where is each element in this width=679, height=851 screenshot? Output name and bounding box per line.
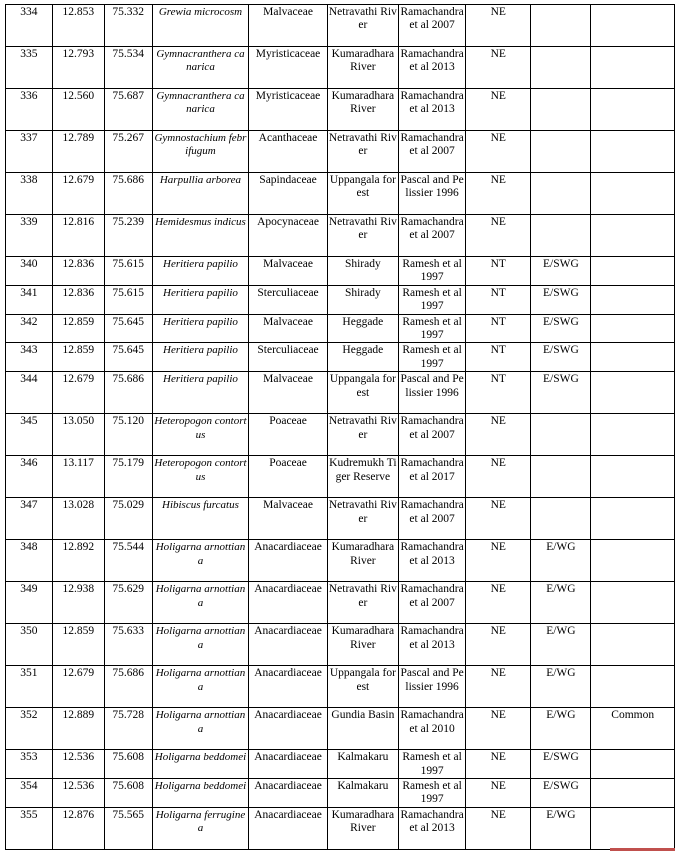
table-row bbox=[6, 215, 675, 257]
longitude-cell: 75.629 bbox=[104, 582, 152, 624]
table-row bbox=[6, 456, 675, 498]
latitude-cell: 13.028 bbox=[52, 498, 104, 540]
longitude-cell: 75.029 bbox=[104, 498, 152, 540]
table-row bbox=[6, 779, 675, 808]
endemism-cell bbox=[531, 414, 591, 456]
endemism-cell bbox=[531, 47, 591, 89]
species-name-cell: Heritiera papilio bbox=[152, 285, 249, 314]
table-row bbox=[6, 89, 675, 131]
latitude-cell: 12.793 bbox=[52, 47, 104, 89]
row-number: 355 bbox=[6, 807, 53, 849]
latitude-cell: 13.050 bbox=[52, 414, 104, 456]
source-cell: Ramesh et al 1997 bbox=[399, 750, 466, 779]
status-cell: NE bbox=[466, 624, 531, 666]
remark-cell bbox=[591, 807, 675, 849]
species-name-cell: Holigarna arnottiana bbox=[152, 666, 249, 708]
endemism-cell: E/WG bbox=[531, 666, 591, 708]
family-cell: Myristicaceae bbox=[249, 89, 327, 131]
endemism-cell bbox=[531, 131, 591, 173]
remark-cell bbox=[591, 314, 675, 343]
latitude-cell: 12.859 bbox=[52, 314, 104, 343]
status-cell: NE bbox=[466, 5, 531, 47]
location-cell: Kalmakaru bbox=[327, 750, 398, 779]
longitude-cell: 75.645 bbox=[104, 343, 152, 372]
species-name-cell: Holigarna arnottiana bbox=[152, 582, 249, 624]
location-cell: Netravathi River bbox=[327, 582, 398, 624]
status-cell: NE bbox=[466, 131, 531, 173]
row-number: 339 bbox=[6, 215, 53, 257]
table-row bbox=[6, 498, 675, 540]
source-cell: Ramesh et al 1997 bbox=[399, 257, 466, 286]
latitude-cell: 12.859 bbox=[52, 624, 104, 666]
source-cell: Ramachandra et al 2007 bbox=[399, 215, 466, 257]
species-name-cell: Holigarna beddomei bbox=[152, 779, 249, 808]
source-cell: Ramachandra et al 2007 bbox=[399, 414, 466, 456]
status-cell: NE bbox=[466, 47, 531, 89]
remark-cell bbox=[591, 624, 675, 666]
table-row bbox=[6, 666, 675, 708]
location-cell: Netravathi River bbox=[327, 498, 398, 540]
longitude-cell: 75.615 bbox=[104, 257, 152, 286]
location-cell: Heggade bbox=[327, 343, 398, 372]
table-row bbox=[6, 314, 675, 343]
status-cell: NT bbox=[466, 372, 531, 414]
source-cell: Ramachandra et al 2010 bbox=[399, 708, 466, 750]
longitude-cell: 75.332 bbox=[104, 5, 152, 47]
status-cell: NE bbox=[466, 540, 531, 582]
species-name-cell: Heritiera papilio bbox=[152, 257, 249, 286]
remark-cell bbox=[591, 131, 675, 173]
endemism-cell: E/SWG bbox=[531, 343, 591, 372]
remark-cell bbox=[591, 173, 675, 215]
endemism-cell: E/SWG bbox=[531, 285, 591, 314]
family-cell: Sterculiaceae bbox=[249, 285, 327, 314]
location-cell: Kumaradhara River bbox=[327, 807, 398, 849]
status-cell: NE bbox=[466, 456, 531, 498]
remark-cell: Common bbox=[591, 708, 675, 750]
location-cell: Kumaradhara River bbox=[327, 624, 398, 666]
status-cell: NE bbox=[466, 582, 531, 624]
remark-cell bbox=[591, 540, 675, 582]
species-name-cell: Heteropogon contortus bbox=[152, 414, 249, 456]
family-cell: Poaceae bbox=[249, 414, 327, 456]
latitude-cell: 12.560 bbox=[52, 89, 104, 131]
remark-cell bbox=[591, 257, 675, 286]
remark-cell bbox=[591, 582, 675, 624]
family-cell: Myristicaceae bbox=[249, 47, 327, 89]
row-number: 350 bbox=[6, 624, 53, 666]
status-cell: NE bbox=[466, 779, 531, 808]
longitude-cell: 75.608 bbox=[104, 750, 152, 779]
table-row bbox=[6, 5, 675, 47]
table-row bbox=[6, 624, 675, 666]
longitude-cell: 75.608 bbox=[104, 779, 152, 808]
status-cell: NT bbox=[466, 343, 531, 372]
species-name-cell: Holigarna ferruginea bbox=[152, 807, 249, 849]
longitude-cell: 75.645 bbox=[104, 314, 152, 343]
species-table bbox=[5, 4, 675, 850]
row-number: 338 bbox=[6, 173, 53, 215]
latitude-cell: 12.536 bbox=[52, 779, 104, 808]
table-body bbox=[6, 5, 675, 850]
endemism-cell: E/WG bbox=[531, 582, 591, 624]
species-name-cell: Gymnacranthera canarica bbox=[152, 89, 249, 131]
remark-cell bbox=[591, 215, 675, 257]
source-cell: Ramesh et al 1997 bbox=[399, 314, 466, 343]
source-cell: Pascal and Pelissier 1996 bbox=[399, 372, 466, 414]
table-row bbox=[6, 372, 675, 414]
row-number: 345 bbox=[6, 414, 53, 456]
family-cell: Anacardiaceae bbox=[249, 582, 327, 624]
source-cell: Ramachandra et al 2013 bbox=[399, 47, 466, 89]
endemism-cell bbox=[531, 498, 591, 540]
endemism-cell bbox=[531, 89, 591, 131]
latitude-cell: 13.117 bbox=[52, 456, 104, 498]
family-cell: Malvaceae bbox=[249, 314, 327, 343]
species-name-cell: Heritiera papilio bbox=[152, 314, 249, 343]
species-name-cell: Heritiera papilio bbox=[152, 343, 249, 372]
location-cell: Heggade bbox=[327, 314, 398, 343]
species-name-cell: Gymnacranthera canarica bbox=[152, 47, 249, 89]
source-cell: Ramachandra et al 2013 bbox=[399, 807, 466, 849]
latitude-cell: 12.836 bbox=[52, 257, 104, 286]
status-cell: NE bbox=[466, 173, 531, 215]
latitude-cell: 12.889 bbox=[52, 708, 104, 750]
family-cell: Anacardiaceae bbox=[249, 624, 327, 666]
row-number: 353 bbox=[6, 750, 53, 779]
family-cell: Anacardiaceae bbox=[249, 807, 327, 849]
source-cell: Ramachandra et al 2007 bbox=[399, 5, 466, 47]
family-cell: Anacardiaceae bbox=[249, 708, 327, 750]
longitude-cell: 75.687 bbox=[104, 89, 152, 131]
species-name-cell: Holigarna beddomei bbox=[152, 750, 249, 779]
remark-cell bbox=[591, 285, 675, 314]
latitude-cell: 12.789 bbox=[52, 131, 104, 173]
row-number: 351 bbox=[6, 666, 53, 708]
table-row bbox=[6, 708, 675, 750]
longitude-cell: 75.534 bbox=[104, 47, 152, 89]
remark-cell bbox=[591, 414, 675, 456]
location-cell: Shirady bbox=[327, 257, 398, 286]
source-cell: Ramesh et al 1997 bbox=[399, 285, 466, 314]
latitude-cell: 12.816 bbox=[52, 215, 104, 257]
location-cell: Kumaradhara River bbox=[327, 47, 398, 89]
family-cell: Anacardiaceae bbox=[249, 750, 327, 779]
species-name-cell: Heteropogon contortus bbox=[152, 456, 249, 498]
family-cell: Sterculiaceae bbox=[249, 343, 327, 372]
location-cell: Netravathi River bbox=[327, 215, 398, 257]
latitude-cell: 12.938 bbox=[52, 582, 104, 624]
endemism-cell: E/WG bbox=[531, 807, 591, 849]
family-cell: Apocynaceae bbox=[249, 215, 327, 257]
source-cell: Ramesh et al 1997 bbox=[399, 343, 466, 372]
status-cell: NT bbox=[466, 314, 531, 343]
row-number: 334 bbox=[6, 5, 53, 47]
location-cell: Gundia Basin bbox=[327, 708, 398, 750]
species-name-cell: Heritiera papilio bbox=[152, 372, 249, 414]
row-number: 354 bbox=[6, 779, 53, 808]
status-cell: NE bbox=[466, 215, 531, 257]
family-cell: Anacardiaceae bbox=[249, 540, 327, 582]
remark-cell bbox=[591, 5, 675, 47]
remark-cell bbox=[591, 750, 675, 779]
table-row bbox=[6, 750, 675, 779]
page-rule bbox=[33, 849, 593, 850]
longitude-cell: 75.615 bbox=[104, 285, 152, 314]
location-cell: Uppangala forest bbox=[327, 666, 398, 708]
status-cell: NT bbox=[466, 257, 531, 286]
source-cell: Ramachandra et al 2013 bbox=[399, 89, 466, 131]
location-cell: Kumaradhara River bbox=[327, 540, 398, 582]
table-row bbox=[6, 414, 675, 456]
source-cell: Ramachandra et al 2017 bbox=[399, 456, 466, 498]
table-row bbox=[6, 582, 675, 624]
remark-cell bbox=[591, 47, 675, 89]
endemism-cell: E/WG bbox=[531, 624, 591, 666]
location-cell: Uppangala forest bbox=[327, 173, 398, 215]
status-cell: NE bbox=[466, 750, 531, 779]
family-cell: Anacardiaceae bbox=[249, 666, 327, 708]
remark-cell bbox=[591, 89, 675, 131]
location-cell: Netravathi River bbox=[327, 131, 398, 173]
row-number: 349 bbox=[6, 582, 53, 624]
remark-cell bbox=[591, 498, 675, 540]
endemism-cell bbox=[531, 456, 591, 498]
endemism-cell: E/WG bbox=[531, 708, 591, 750]
table-row bbox=[6, 47, 675, 89]
latitude-cell: 12.536 bbox=[52, 750, 104, 779]
source-cell: Ramachandra et al 2007 bbox=[399, 498, 466, 540]
longitude-cell: 75.267 bbox=[104, 131, 152, 173]
longitude-cell: 75.179 bbox=[104, 456, 152, 498]
source-cell: Pascal and Pelissier 1996 bbox=[399, 173, 466, 215]
remark-cell bbox=[591, 456, 675, 498]
endemism-cell: E/WG bbox=[531, 540, 591, 582]
source-cell: Pascal and Pelissier 1996 bbox=[399, 666, 466, 708]
endemism-cell bbox=[531, 5, 591, 47]
row-number: 352 bbox=[6, 708, 53, 750]
remark-cell bbox=[591, 372, 675, 414]
table-row bbox=[6, 540, 675, 582]
table-row bbox=[6, 131, 675, 173]
endemism-cell bbox=[531, 173, 591, 215]
row-number: 344 bbox=[6, 372, 53, 414]
row-number: 341 bbox=[6, 285, 53, 314]
table-row bbox=[6, 343, 675, 372]
longitude-cell: 75.686 bbox=[104, 666, 152, 708]
row-number: 346 bbox=[6, 456, 53, 498]
endemism-cell bbox=[531, 215, 591, 257]
source-cell: Ramachandra et al 2007 bbox=[399, 131, 466, 173]
endemism-cell: E/SWG bbox=[531, 257, 591, 286]
source-cell: Ramesh et al 1997 bbox=[399, 779, 466, 808]
latitude-cell: 12.679 bbox=[52, 666, 104, 708]
table-row bbox=[6, 807, 675, 849]
status-cell: NE bbox=[466, 666, 531, 708]
species-name-cell: Harpullia arborea bbox=[152, 173, 249, 215]
location-cell: Shirady bbox=[327, 285, 398, 314]
table-row bbox=[6, 257, 675, 286]
source-cell: Ramachandra et al 2007 bbox=[399, 582, 466, 624]
species-name-cell: Gymnostachium febrifugum bbox=[152, 131, 249, 173]
latitude-cell: 12.836 bbox=[52, 285, 104, 314]
table-row bbox=[6, 285, 675, 314]
source-cell: Ramachandra et al 2013 bbox=[399, 540, 466, 582]
endemism-cell: E/SWG bbox=[531, 314, 591, 343]
species-name-cell: Holigarna arnottiana bbox=[152, 708, 249, 750]
location-cell: Netravathi River bbox=[327, 414, 398, 456]
source-cell: Ramachandra et al 2013 bbox=[399, 624, 466, 666]
row-number: 340 bbox=[6, 257, 53, 286]
endemism-cell: E/SWG bbox=[531, 372, 591, 414]
row-number: 336 bbox=[6, 89, 53, 131]
status-cell: NE bbox=[466, 807, 531, 849]
longitude-cell: 75.728 bbox=[104, 708, 152, 750]
longitude-cell: 75.120 bbox=[104, 414, 152, 456]
longitude-cell: 75.239 bbox=[104, 215, 152, 257]
longitude-cell: 75.544 bbox=[104, 540, 152, 582]
species-name-cell: Grewia microcosm bbox=[152, 5, 249, 47]
latitude-cell: 12.853 bbox=[52, 5, 104, 47]
species-name-cell: Holigarna arnottiana bbox=[152, 624, 249, 666]
remark-cell bbox=[591, 779, 675, 808]
longitude-cell: 75.686 bbox=[104, 372, 152, 414]
location-cell: Kumaradhara River bbox=[327, 89, 398, 131]
latitude-cell: 12.679 bbox=[52, 372, 104, 414]
species-name-cell: Holigarna arnottiana bbox=[152, 540, 249, 582]
status-cell: NE bbox=[466, 498, 531, 540]
location-cell: Uppangala forest bbox=[327, 372, 398, 414]
family-cell: Malvaceae bbox=[249, 257, 327, 286]
latitude-cell: 12.892 bbox=[52, 540, 104, 582]
row-number: 337 bbox=[6, 131, 53, 173]
row-number: 343 bbox=[6, 343, 53, 372]
table-row bbox=[6, 173, 675, 215]
status-cell: NE bbox=[466, 708, 531, 750]
endemism-cell: E/SWG bbox=[531, 750, 591, 779]
species-name-cell: Hibiscus furcatus bbox=[152, 498, 249, 540]
longitude-cell: 75.565 bbox=[104, 807, 152, 849]
endemism-cell: E/SWG bbox=[531, 779, 591, 808]
family-cell: Malvaceae bbox=[249, 5, 327, 47]
family-cell: Acanthaceae bbox=[249, 131, 327, 173]
location-cell: Netravathi River bbox=[327, 5, 398, 47]
longitude-cell: 75.633 bbox=[104, 624, 152, 666]
status-cell: NT bbox=[466, 285, 531, 314]
family-cell: Malvaceae bbox=[249, 498, 327, 540]
family-cell: Malvaceae bbox=[249, 372, 327, 414]
location-cell: Kudremukh Tiger Reserve bbox=[327, 456, 398, 498]
row-number: 342 bbox=[6, 314, 53, 343]
latitude-cell: 12.859 bbox=[52, 343, 104, 372]
latitude-cell: 12.876 bbox=[52, 807, 104, 849]
family-cell: Poaceae bbox=[249, 456, 327, 498]
latitude-cell: 12.679 bbox=[52, 173, 104, 215]
family-cell: Sapindaceae bbox=[249, 173, 327, 215]
row-number: 347 bbox=[6, 498, 53, 540]
status-cell: NE bbox=[466, 414, 531, 456]
location-cell: Kalmakaru bbox=[327, 779, 398, 808]
status-cell: NE bbox=[466, 89, 531, 131]
row-number: 335 bbox=[6, 47, 53, 89]
remark-cell bbox=[591, 343, 675, 372]
species-name-cell: Hemidesmus indicus bbox=[152, 215, 249, 257]
remark-cell bbox=[591, 666, 675, 708]
longitude-cell: 75.686 bbox=[104, 173, 152, 215]
row-number: 348 bbox=[6, 540, 53, 582]
family-cell: Anacardiaceae bbox=[249, 779, 327, 808]
